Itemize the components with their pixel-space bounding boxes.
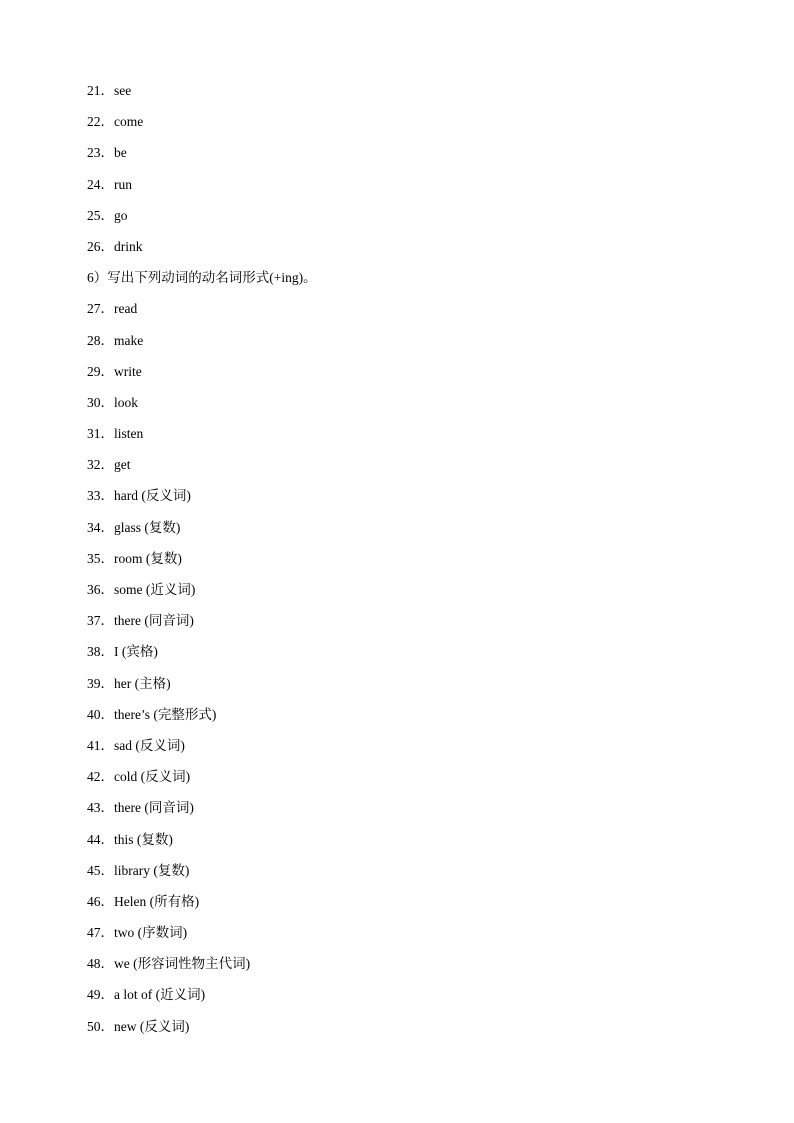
item-word: glass (复数) (114, 519, 181, 535)
item-number: 22． (87, 114, 114, 130)
exercise-item (87, 454, 727, 485)
section-heading (87, 267, 727, 298)
exercise-item (87, 423, 727, 454)
item-number: 29． (87, 363, 114, 379)
item-word: go (114, 207, 128, 223)
section-number: 6） (87, 270, 108, 286)
item-word: cold (反义词) (114, 769, 191, 785)
item-word: her (主格) (114, 675, 171, 691)
item-number: 42． (87, 769, 114, 785)
item-word: run (114, 176, 132, 192)
exercise-item (87, 766, 727, 797)
item-number: 46． (87, 893, 114, 909)
item-word: some (近义词) (114, 582, 196, 597)
exercise-item (87, 80, 727, 111)
item-number: 28． (87, 332, 114, 348)
item-word: come (114, 114, 144, 130)
item-number: 33． (87, 488, 114, 504)
item-number: 43． (87, 800, 114, 816)
item-number: 47． (87, 925, 114, 941)
item-number: 35． (87, 550, 114, 566)
item-word: be (114, 145, 127, 161)
item-number: 25． (87, 207, 114, 223)
exercise-list (87, 80, 727, 1047)
exercise-item (87, 111, 727, 142)
item-word: look (114, 394, 139, 410)
item-number: 32． (87, 457, 114, 473)
item-word: make (114, 332, 144, 348)
item-word: read (114, 301, 138, 317)
item-word: two (序数词) (114, 925, 188, 941)
exercise-item (87, 361, 727, 392)
item-word: room (复数) (114, 550, 182, 566)
item-word: see (114, 83, 132, 98)
item-word: listen (114, 426, 144, 442)
exercise-item (87, 517, 727, 548)
item-number: 36． (87, 582, 114, 597)
item-number: 37． (87, 613, 114, 629)
item-number: 24． (87, 176, 114, 192)
item-word: there’s (完整形式) (114, 706, 217, 722)
exercise-item (87, 236, 727, 267)
exercise-item (87, 829, 727, 860)
exercise-item (87, 142, 727, 173)
exercise-item (87, 485, 727, 516)
item-word: we (形容词性物主代词) (114, 956, 251, 972)
item-word: this (复数) (114, 831, 173, 847)
item-number: 45． (87, 862, 114, 878)
exercise-item (87, 953, 727, 984)
item-word: a lot of (近义词) (114, 987, 206, 1003)
exercise-item (87, 735, 727, 766)
exercise-item (87, 673, 727, 704)
exercise-item (87, 548, 727, 579)
item-number: 39． (87, 675, 114, 691)
item-number: 30． (87, 394, 114, 410)
item-word: get (114, 457, 131, 473)
exercise-item (87, 891, 727, 922)
exercise-item (87, 205, 727, 236)
item-word: sad (反义词) (114, 737, 185, 753)
item-word: there (同音词) (114, 800, 194, 816)
item-number: 38． (87, 644, 114, 660)
exercise-item (87, 579, 727, 610)
item-number: 44． (87, 831, 114, 847)
item-number: 31． (87, 426, 114, 442)
item-word: drink (114, 238, 143, 254)
item-word: library (复数) (114, 862, 190, 878)
item-number: 50． (87, 1018, 114, 1034)
exercise-item (87, 174, 727, 205)
item-word: Helen (所有格) (114, 893, 200, 909)
section-instruction: 写出下列动词的动名词形式(+ing)。 (107, 270, 317, 286)
exercise-item (87, 797, 727, 828)
item-number: 49． (87, 987, 114, 1003)
item-number: 34． (87, 519, 114, 535)
exercise-item (87, 1016, 727, 1047)
item-number: 26． (87, 238, 114, 254)
item-number: 48． (87, 956, 114, 972)
exercise-item (87, 330, 727, 361)
item-number: 27． (87, 301, 114, 317)
item-word: hard (反义词) (114, 488, 191, 504)
item-word: new (反义词) (114, 1018, 190, 1034)
item-number: 23． (87, 145, 114, 161)
exercise-item (87, 922, 727, 953)
item-word: there (同音词) (114, 613, 194, 629)
exercise-item (87, 704, 727, 735)
exercise-item (87, 610, 727, 641)
exercise-item (87, 392, 727, 423)
exercise-item (87, 298, 727, 329)
exercise-item (87, 641, 727, 672)
item-word: I (宾格) (114, 644, 158, 660)
item-number: 40． (87, 706, 114, 722)
item-number: 21． (87, 83, 114, 98)
exercise-item (87, 860, 727, 891)
item-number: 41． (87, 737, 114, 753)
exercise-item (87, 984, 727, 1015)
item-word: write (114, 363, 142, 379)
